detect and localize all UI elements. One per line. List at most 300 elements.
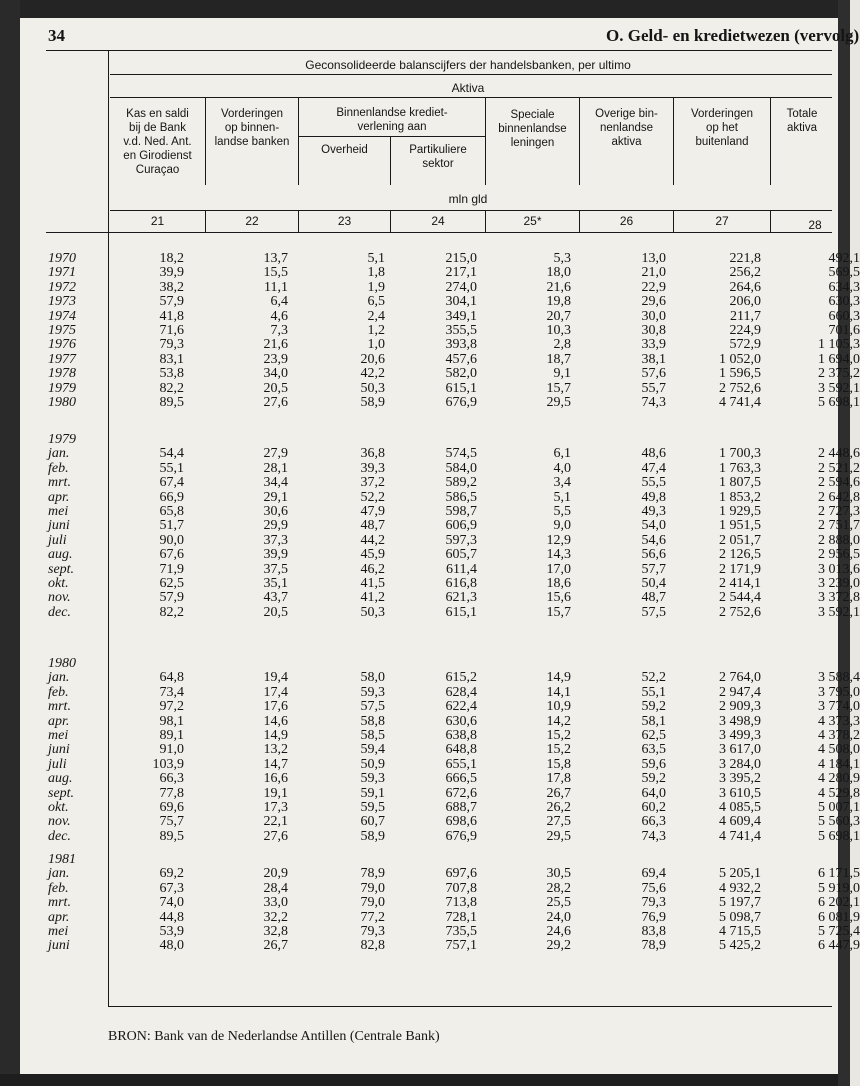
table-cell-col-22: 26,7	[263, 938, 288, 954]
table-cell-col-23: 79,0	[360, 895, 385, 911]
table-cell-col-26: 63,5	[641, 742, 666, 758]
table-cell-col-28: 2 727,3	[818, 504, 860, 519]
table-cell-col-26: 59,2	[641, 699, 666, 715]
table-cell-col-28: 660,3	[828, 308, 860, 324]
table-cell-col-23: 59,1	[360, 785, 385, 801]
table-cell-col-26: 55,7	[641, 380, 666, 396]
table-cell-col-27: 1 763,3	[719, 460, 761, 476]
table-cell-col-28: 569,5	[828, 265, 860, 281]
table-cell-col-21: 38,2	[159, 279, 184, 295]
table-cell-col-22: 13,7	[263, 251, 288, 266]
table-cell-col-24: 622,4	[445, 699, 477, 715]
table-cell-col-22: 29,1	[263, 489, 288, 505]
row-label: 1970	[48, 251, 76, 266]
table-cell-col-21: 66,9	[159, 489, 184, 505]
table-cell-col-24: 611,4	[446, 561, 477, 577]
table-cell-col-22: 15,5	[263, 265, 288, 281]
table-cell-col-24: 628,4	[445, 684, 477, 700]
rule-bottom	[108, 1006, 832, 1007]
table-cell-col-25: 19,8	[546, 294, 571, 310]
row-label: 1980	[48, 395, 76, 410]
table-cell-col-22: 34,4	[263, 475, 288, 491]
table-cell-col-26: 57,6	[641, 366, 666, 382]
table-cell-col-24: 584,0	[445, 460, 477, 476]
table-cell-col-22: 21,6	[263, 337, 288, 353]
table-cell-col-25: 14,1	[546, 684, 571, 700]
table-title: Geconsolideerde balanscijfers der handelsbanken, per ultimo	[305, 58, 631, 72]
table-cell-col-23: 48,7	[360, 518, 385, 534]
table-cell-col-23: 44,2	[360, 532, 385, 548]
section-year-label: 1981	[48, 852, 76, 867]
table-cell-col-22: 29,9	[263, 518, 288, 534]
table-cell-col-23: 58,5	[360, 728, 385, 743]
table-cell-col-28: 4 373,3	[818, 713, 860, 729]
table-cell-col-28: 1 694,0	[818, 351, 860, 367]
table-cell-col-22: 33,0	[263, 895, 288, 911]
table-cell-col-25: 17,8	[546, 771, 571, 787]
table-cell-col-24: 672,6	[445, 785, 477, 801]
table-cell-col-21: 67,3	[159, 880, 184, 896]
table-cell-col-24: 615,2	[445, 670, 477, 686]
row-label: mei	[48, 504, 69, 519]
table-cell-col-27: 221,8	[729, 251, 761, 266]
table-cell-col-24: 676,9	[445, 828, 477, 844]
table-cell-col-21: 53,8	[159, 366, 184, 382]
table-cell-col-24: 666,5	[445, 771, 477, 787]
table-cell-col-22: 39,9	[263, 547, 288, 563]
table-cell-col-22: 17,3	[263, 800, 288, 815]
table-cell-col-22: 28,1	[263, 460, 288, 476]
table-cell-col-23: 50,3	[360, 604, 385, 620]
table-cell-col-24: 304,1	[445, 294, 477, 310]
row-label: 1976	[48, 337, 76, 353]
table-cell-col-27: 5 205,1	[719, 866, 761, 882]
table-cell-col-28: 3 588,4	[818, 670, 860, 686]
table-cell-col-23: 1,0	[367, 337, 385, 353]
rule-numbers	[46, 232, 832, 233]
table-cell-col-25: 10,9	[546, 699, 571, 715]
table-cell-col-22: 14,9	[263, 728, 288, 743]
col-head-24: Partikuliere sektor	[409, 144, 467, 170]
table-cell-col-27: 2 909,3	[719, 699, 761, 715]
table-cell-col-23: 58,9	[360, 395, 385, 410]
row-label: okt.	[48, 800, 69, 815]
table-cell-col-27: 4 715,5	[719, 924, 761, 939]
table-cell-col-24: 676,9	[445, 395, 477, 410]
table-cell-col-26: 64,0	[641, 785, 666, 801]
row-label: 1978	[48, 366, 76, 382]
table-cell-col-22: 4,6	[270, 308, 288, 324]
table-cell-col-25: 15,6	[546, 590, 571, 606]
table-cell-col-24: 215,0	[445, 251, 477, 266]
table-cell-col-28: 2 448,6	[818, 446, 860, 462]
table-cell-col-25: 6,1	[553, 446, 571, 462]
table-cell-col-25: 21,6	[546, 279, 571, 295]
table-cell-col-21: 98,1	[159, 713, 184, 729]
table-cell-col-21: 48,0	[159, 938, 184, 954]
table-cell-col-24: 274,0	[445, 279, 477, 295]
table-cell-col-24: 615,1	[445, 380, 477, 396]
table-cell-col-24: 735,5	[445, 924, 477, 939]
col-num-28: 28	[808, 218, 822, 232]
table-cell-col-23: 58,9	[360, 828, 385, 844]
table-cell-col-21: 57,9	[159, 294, 184, 310]
table-cell-col-25: 10,3	[546, 323, 571, 338]
table-cell-col-23: 1,9	[367, 279, 385, 295]
table-cell-col-21: 79,3	[159, 337, 184, 353]
table-cell-col-26: 13,0	[641, 251, 666, 266]
rule-stub	[108, 50, 109, 1007]
scan-edge-bottom	[0, 1074, 850, 1086]
table-cell-col-27: 5 098,7	[719, 909, 761, 925]
table-cell-col-23: 1,2	[367, 323, 385, 338]
row-label: feb.	[48, 880, 69, 896]
col-head-22: Vorderingen op binnen- landse banken	[214, 108, 290, 148]
table-cell-col-21: 89,5	[159, 395, 184, 410]
rule-unit	[110, 210, 832, 211]
table-cell-col-27: 3 498,9	[719, 713, 761, 729]
table-cell-col-26: 76,9	[641, 909, 666, 925]
table-cell-col-27: 2 752,6	[719, 380, 761, 396]
row-label: feb.	[48, 460, 69, 476]
table-cell-col-24: 655,1	[445, 756, 477, 772]
table-cell-col-25: 9,0	[553, 518, 571, 534]
table-cell-col-26: 30,8	[641, 323, 666, 338]
table-cell-col-24: 707,8	[445, 880, 477, 896]
table-cell-col-23: 41,2	[360, 590, 385, 606]
table-cell-col-25: 26,7	[546, 785, 571, 801]
table-cell-col-25: 30,5	[546, 866, 571, 882]
table-cell-col-21: 18,2	[159, 251, 184, 266]
table-cell-col-28: 4 508,0	[818, 742, 860, 758]
table-cell-col-21: 51,7	[159, 518, 184, 534]
table-cell-col-23: 47,9	[360, 504, 385, 519]
table-cell-col-22: 20,5	[263, 380, 288, 396]
table-cell-col-27: 3 284,0	[719, 756, 761, 772]
row-label: juni	[48, 742, 70, 758]
row-label: mei	[48, 924, 69, 939]
table-cell-col-27: 2 752,6	[719, 604, 761, 620]
table-cell-col-27: 211,7	[730, 308, 761, 324]
col-group-head: Binnenlandse krediet- verlening aan	[336, 107, 448, 133]
table-cell-col-24: 355,5	[445, 323, 477, 338]
table-cell-col-21: 67,4	[159, 475, 184, 491]
table-cell-col-23: 42,2	[360, 366, 385, 382]
rule-aktiva	[110, 97, 832, 98]
table-cell-col-24: 757,1	[445, 938, 477, 954]
table-cell-col-25: 12,9	[546, 532, 571, 548]
table-cell-col-26: 30,0	[641, 308, 666, 324]
table-cell-col-26: 22,9	[641, 279, 666, 295]
table-cell-col-28: 2 521,2	[818, 460, 860, 476]
table-cell-col-23: 77,2	[360, 909, 385, 925]
table-cell-col-24: 728,1	[445, 909, 477, 925]
table-cell-col-21: 71,6	[159, 323, 184, 338]
table-cell-col-28: 2 594,6	[818, 475, 860, 491]
table-cell-col-27: 3 617,0	[719, 742, 761, 758]
table-cell-col-26: 38,1	[641, 351, 666, 367]
table-cell-col-22: 43,7	[263, 590, 288, 606]
table-cell-col-24: 589,2	[445, 475, 477, 491]
table-cell-col-23: 20,6	[360, 351, 385, 367]
table-cell-col-26: 48,6	[641, 446, 666, 462]
table-cell-col-27: 572,9	[729, 337, 761, 353]
table-cell-col-25: 9,1	[553, 366, 571, 382]
table-cell-col-24: 598,7	[445, 504, 477, 519]
table-cell-col-28: 4 378,2	[818, 728, 860, 743]
col-num-22: 22	[245, 214, 259, 228]
table-cell-col-27: 2 051,7	[719, 532, 761, 548]
table-cell-col-28: 3 774,0	[818, 699, 860, 715]
row-label: aug.	[48, 547, 73, 563]
table-cell-col-27: 224,9	[729, 323, 761, 338]
table-cell-col-22: 7,3	[270, 323, 288, 338]
rule-num-27	[770, 210, 771, 232]
table-cell-col-25: 15,2	[546, 742, 571, 758]
table-cell-col-23: 5,1	[367, 251, 385, 266]
table-cell-col-28: 5 698,1	[818, 828, 860, 844]
col-num-27: 27	[715, 214, 729, 228]
table-cell-col-21: 53,9	[159, 924, 184, 939]
col-head-25: Speciale binnenlandse leningen	[498, 109, 567, 149]
row-label: 1973	[48, 294, 76, 310]
page-number: 34	[48, 26, 65, 45]
section-year-label: 1980	[48, 656, 76, 671]
table-cell-col-21: 82,2	[159, 604, 184, 620]
section-year-label: 1979	[48, 432, 76, 447]
table-cell-col-21: 44,8	[159, 909, 184, 925]
table-cell-col-25: 14,9	[546, 670, 571, 686]
row-label: 1974	[48, 308, 76, 324]
table-cell-col-23: 79,3	[360, 924, 385, 939]
table-cell-col-23: 57,5	[360, 699, 385, 715]
scan-edge-left	[0, 0, 20, 1086]
col-head-26: Overige bin- nenlandse aktiva	[595, 108, 658, 148]
table-cell-col-21: 69,6	[159, 800, 184, 815]
col-head-23: Overheid	[321, 144, 368, 156]
col-num-24: 24	[431, 214, 445, 228]
table-cell-col-25: 15,2	[546, 728, 571, 743]
table-cell-col-23: 37,2	[360, 475, 385, 491]
table-cell-col-23: 58,0	[360, 670, 385, 686]
rule-top	[46, 50, 832, 51]
table-cell-col-22: 20,5	[263, 604, 288, 620]
row-label: okt.	[48, 576, 69, 591]
table-cell-col-27: 264,6	[729, 279, 761, 295]
table-cell-col-22: 28,4	[263, 880, 288, 896]
table-cell-col-26: 55,1	[641, 684, 666, 700]
table-cell-col-26: 83,8	[641, 924, 666, 939]
table-cell-col-27: 2 764,0	[719, 670, 761, 686]
table-cell-col-28: 3 239,0	[818, 576, 860, 591]
table-cell-col-25: 27,5	[546, 814, 571, 830]
table-cell-col-21: 41,8	[159, 308, 184, 324]
table-cell-col-23: 50,3	[360, 380, 385, 396]
col-head-27: Vorderingen op het buitenland	[690, 108, 754, 148]
table-cell-col-22: 35,1	[263, 576, 288, 591]
table-cell-col-28: 6 171,5	[818, 866, 860, 882]
table-cell-col-25: 15,8	[546, 756, 571, 772]
row-label: 1979	[48, 380, 76, 396]
table-cell-col-28: 6 447,9	[818, 938, 860, 954]
table-cell-col-26: 57,7	[641, 561, 666, 577]
table-cell-col-21: 71,9	[159, 561, 184, 577]
table-cell-col-22: 17,4	[263, 684, 288, 700]
table-cell-col-25: 17,0	[546, 561, 571, 577]
table-cell-col-27: 1 853,2	[719, 489, 761, 505]
table-cell-col-22: 19,4	[263, 670, 288, 686]
row-label: sept.	[48, 561, 75, 577]
page-title: O. Geld- en kredietwezen (vervolg)	[606, 26, 860, 45]
table-cell-col-23: 1,8	[367, 265, 385, 281]
table-cell-col-26: 54,6	[641, 532, 666, 548]
rule-title	[110, 74, 832, 75]
table-cell-col-26: 50,4	[641, 576, 666, 591]
table-cell-col-24: 630,6	[445, 713, 477, 729]
table-cell-col-23: 41,5	[360, 576, 385, 591]
table-cell-col-25: 28,2	[546, 880, 571, 896]
col-num-26: 26	[619, 214, 634, 228]
table-cell-col-27: 1 951,5	[719, 518, 761, 534]
table-cell-col-21: 57,9	[159, 590, 184, 606]
table-cell-col-24: 697,6	[445, 866, 477, 882]
scan-edge-top	[0, 0, 850, 18]
table-cell-col-27: 1 596,5	[719, 366, 761, 382]
table-cell-col-25: 5,1	[553, 489, 571, 505]
table-cell-col-25: 18,0	[546, 265, 571, 281]
table-cell-col-26: 79,3	[641, 895, 666, 911]
row-label: juni	[48, 518, 70, 534]
table-cell-col-22: 34,0	[263, 366, 288, 382]
table-cell-col-27: 4 741,4	[719, 828, 761, 844]
table-cell-col-26: 57,5	[641, 604, 666, 620]
table-cell-col-28: 5 007,1	[818, 800, 860, 815]
table-cell-col-23: 50,9	[360, 756, 385, 772]
table-cell-col-27: 1 807,5	[719, 475, 761, 491]
row-label: juli	[48, 756, 67, 772]
table-cell-col-21: 82,2	[159, 380, 184, 396]
table-cell-col-24: 597,3	[445, 532, 477, 548]
table-cell-col-22: 17,6	[263, 699, 288, 715]
row-label: aug.	[48, 771, 73, 787]
table-cell-col-28: 701,6	[828, 323, 860, 338]
table-cell-col-24: 616,8	[445, 576, 477, 591]
table-cell-col-27: 4 741,4	[719, 395, 761, 410]
table-cell-col-21: 66,3	[159, 771, 184, 787]
table-cell-col-26: 59,2	[641, 771, 666, 787]
table-cell-col-27: 4 609,4	[719, 814, 761, 830]
table-cell-col-25: 26,2	[546, 800, 571, 815]
table-cell-col-21: 73,4	[159, 684, 184, 700]
table-cell-col-21: 97,2	[159, 699, 184, 715]
table-cell-col-27: 2 171,9	[719, 561, 761, 577]
table-cell-col-23: 59,3	[360, 771, 385, 787]
row-label: nov.	[48, 814, 71, 830]
row-label: mrt.	[48, 699, 71, 715]
table-cell-col-28: 3 013,6	[818, 561, 860, 577]
table-cell-col-25: 29,2	[546, 938, 571, 954]
table-cell-col-24: 582,0	[445, 366, 477, 382]
table-cell-col-24: 217,1	[445, 265, 477, 281]
table-cell-col-26: 47,4	[641, 460, 666, 476]
table-cell-col-28: 3 372,8	[818, 590, 860, 606]
table-cell-col-21: 74,0	[159, 895, 184, 911]
table-cell-col-26: 74,3	[641, 395, 666, 410]
row-label: juni	[48, 938, 70, 954]
table-cell-col-23: 36,8	[360, 446, 385, 462]
table-cell-col-25: 18,6	[546, 576, 571, 591]
table-cell-col-26: 75,6	[641, 880, 666, 896]
table-cell-col-22: 16,6	[263, 771, 288, 787]
table-cell-col-26: 74,3	[641, 828, 666, 844]
table-cell-col-22: 20,9	[263, 866, 288, 882]
table-cell-col-25: 2,8	[553, 337, 571, 353]
table-subtitle: Aktiva	[451, 81, 485, 95]
table-cell-col-24: 349,1	[445, 308, 477, 324]
col-num-25: 25*	[523, 214, 542, 228]
table-cell-col-23: 45,9	[360, 547, 385, 563]
table-cell-col-26: 49,8	[641, 489, 666, 505]
row-label: apr.	[48, 713, 70, 729]
col-head-28: Totale aktiva	[786, 108, 818, 134]
table-cell-col-27: 2 126,5	[719, 547, 761, 563]
table-cell-col-24: 648,8	[445, 742, 477, 758]
table-cell-col-23: 39,3	[360, 460, 385, 476]
table-cell-col-23: 60,7	[360, 814, 385, 830]
table-cell-col-22: 23,9	[263, 351, 288, 367]
table-cell-col-23: 78,9	[360, 866, 385, 882]
table-cell-col-28: 6 081,9	[818, 909, 860, 925]
table-cell-col-27: 1 700,3	[719, 446, 761, 462]
table-cell-col-24: 615,1	[445, 604, 477, 620]
table-cell-col-28: 630,3	[828, 294, 860, 310]
table-cell-col-26: 21,0	[641, 265, 666, 281]
table-cell-col-26: 48,7	[641, 590, 666, 606]
table-cell-col-21: 89,5	[159, 828, 184, 844]
table-cell-col-27: 5 425,2	[719, 938, 761, 954]
table-cell-col-25: 14,2	[546, 713, 571, 729]
table-cell-col-27: 4 932,2	[719, 880, 761, 896]
table-cell-col-27: 1 929,5	[719, 504, 761, 519]
table-cell-col-27: 2 947,4	[719, 684, 761, 700]
table-cell-col-28: 3 795,0	[818, 684, 860, 700]
table-cell-col-23: 59,3	[360, 684, 385, 700]
row-label: sept.	[48, 785, 75, 801]
table-cell-col-28: 634,3	[828, 279, 860, 295]
table-cell-col-24: 605,7	[445, 547, 477, 563]
table-cell-col-24: 393,8	[445, 337, 477, 353]
table-cell-col-21: 67,6	[159, 547, 184, 563]
table-cell-col-26: 59,6	[641, 756, 666, 772]
table-cell-col-23: 2,4	[367, 308, 385, 324]
table-cell-col-22: 19,1	[263, 785, 288, 801]
table-cell-col-21: 90,0	[159, 532, 184, 548]
table-cell-col-21: 69,2	[159, 866, 184, 882]
table-cell-col-28: 4 280,9	[818, 771, 860, 787]
row-label: 1971	[48, 265, 76, 281]
table-cell-col-24: 698,6	[445, 814, 477, 830]
table-cell-col-22: 32,8	[263, 924, 288, 939]
row-label: 1972	[48, 279, 76, 295]
table-cell-col-23: 82,8	[360, 938, 385, 954]
table-cell-col-22: 30,6	[263, 504, 288, 519]
col-num-23: 23	[337, 214, 352, 228]
table-cell-col-24: 713,8	[445, 895, 477, 911]
table-cell-col-27: 4 085,5	[719, 800, 761, 815]
table-cell-col-27: 1 052,0	[719, 351, 761, 367]
rule-group	[299, 136, 485, 137]
table-cell-col-28: 2 751,7	[818, 518, 860, 534]
